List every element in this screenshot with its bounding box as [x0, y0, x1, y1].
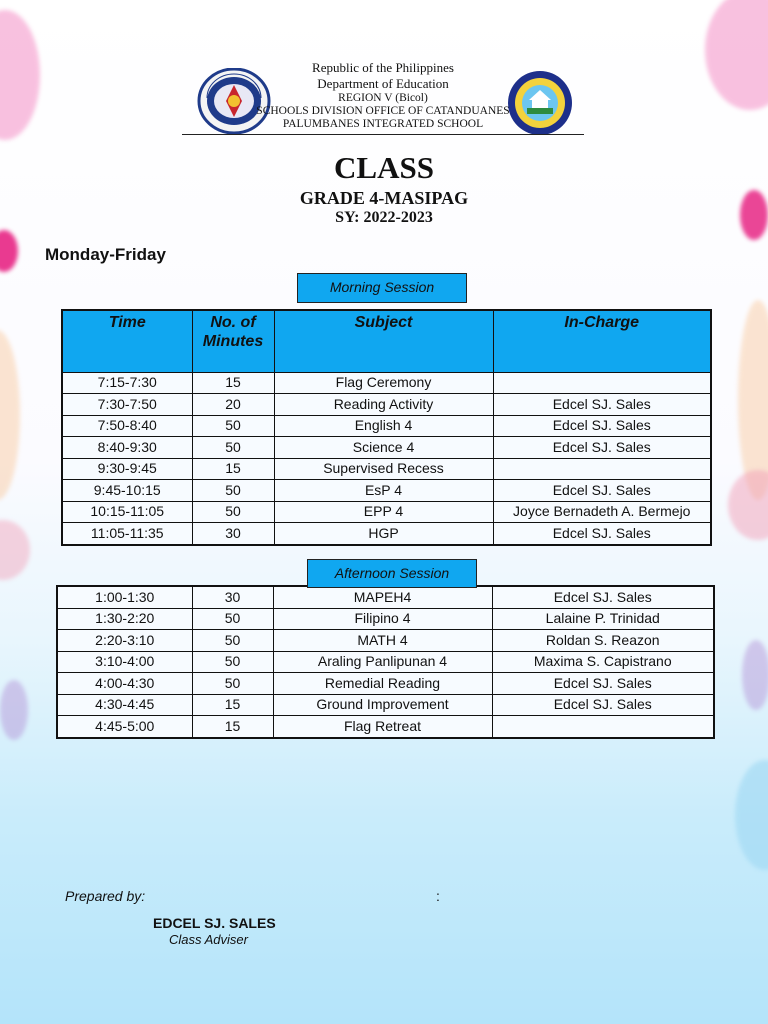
minutes-cell: 20	[192, 394, 274, 416]
table-row	[62, 415, 711, 437]
in-charge-cell: Maxima S. Capistrano	[492, 651, 714, 673]
decor-blue-right	[735, 760, 768, 870]
days-label: Monday-Friday	[45, 245, 166, 264]
in-charge-cell: Edcel SJ. Sales	[492, 586, 714, 608]
table-row	[57, 586, 714, 608]
in-charge-cell	[493, 458, 711, 480]
subject-cell: HGP	[274, 523, 493, 545]
minutes-cell: 50	[192, 651, 273, 673]
time-cell: 1:00-1:30	[57, 586, 192, 608]
time-cell: 2:20-3:10	[57, 630, 192, 652]
time-cell: 4:00-4:30	[57, 673, 192, 695]
minutes-cell: 15	[192, 716, 273, 738]
header-school: PALUMBANES INTEGRATED SCHOOL	[282, 118, 484, 130]
in-charge-cell: Edcel SJ. Sales	[492, 694, 714, 716]
time-cell: 8:40-9:30	[62, 437, 192, 459]
table-row	[62, 437, 711, 459]
page-title: CLASS	[334, 150, 434, 185]
header-republic: Republic of the Philippines	[312, 60, 454, 75]
col-subject: Subject	[274, 310, 493, 372]
in-charge-cell: Lalaine P. Trinidad	[492, 608, 714, 630]
table-row	[57, 694, 714, 716]
col-minutes: No. of Minutes	[192, 310, 274, 372]
time-cell: 10:15-11:05	[62, 501, 192, 523]
in-charge-cell	[492, 716, 714, 738]
time-cell: 4:30-4:45	[57, 694, 192, 716]
subject-cell: Reading Activity	[274, 394, 493, 416]
time-cell: 7:50-8:40	[62, 415, 192, 437]
prepared-by-label: Prepared by:	[65, 888, 146, 904]
decor-purple-left	[0, 680, 28, 740]
morning-session-label: Morning Session	[297, 273, 467, 303]
minutes-cell: 50	[192, 501, 274, 523]
in-charge-cell: Edcel SJ. Sales	[492, 673, 714, 695]
table-row	[57, 673, 714, 695]
decor-pink-right-1	[705, 0, 768, 110]
table-row	[57, 651, 714, 673]
adviser-name: EDCEL SJ. SALES	[153, 915, 276, 931]
subject-cell: MATH 4	[273, 630, 492, 652]
minutes-cell: 50	[192, 630, 273, 652]
subject-cell: Flag Ceremony	[274, 372, 493, 394]
time-cell: 4:45-5:00	[57, 716, 192, 738]
adviser-title: Class Adviser	[169, 932, 248, 947]
afternoon-session-label: Afternoon Session	[307, 559, 477, 588]
table-row	[62, 394, 711, 416]
subject-cell: Supervised Recess	[274, 458, 493, 480]
time-cell: 11:05-11:35	[62, 523, 192, 545]
afternoon-rows	[57, 586, 714, 738]
table-row	[57, 716, 714, 738]
in-charge-cell: Edcel SJ. Sales	[493, 480, 711, 502]
table-row	[57, 608, 714, 630]
table-row	[62, 480, 711, 502]
in-charge-cell	[493, 372, 711, 394]
time-cell: 3:10-4:00	[57, 651, 192, 673]
morning-rows	[62, 372, 711, 545]
table-row	[62, 523, 711, 545]
subject-cell: Science 4	[274, 437, 493, 459]
subject-cell: EsP 4	[274, 480, 493, 502]
subject-cell: Flag Retreat	[273, 716, 492, 738]
table-row	[62, 501, 711, 523]
in-charge-cell: Joyce Bernadeth A. Bermejo	[493, 501, 711, 523]
time-cell: 7:15-7:30	[62, 372, 192, 394]
minutes-cell: 50	[192, 673, 273, 695]
subject-cell: Ground Improvement	[273, 694, 492, 716]
school-year: SY: 2022-2023	[335, 209, 433, 226]
minutes-cell: 15	[192, 372, 274, 394]
in-charge-cell: Roldan S. Reazon	[492, 630, 714, 652]
decor-pink-left-3	[0, 520, 30, 580]
header-rule	[182, 134, 584, 135]
minutes-cell: 50	[192, 608, 273, 630]
subject-cell: Araling Panlipunan 4	[273, 651, 492, 673]
minutes-cell: 50	[192, 480, 274, 502]
prepared-by-colon: :	[436, 888, 440, 904]
subject-cell: Remedial Reading	[273, 673, 492, 695]
time-cell: 1:30-2:20	[57, 608, 192, 630]
in-charge-cell: Edcel SJ. Sales	[493, 394, 711, 416]
grade-section: GRADE 4-MASIPAG	[299, 188, 469, 208]
in-charge-cell: Edcel SJ. Sales	[493, 415, 711, 437]
minutes-cell: 15	[192, 458, 274, 480]
subject-cell: Filipino 4	[273, 608, 492, 630]
decor-pink-left-1	[0, 10, 40, 140]
morning-schedule-table	[61, 309, 712, 546]
table-row	[62, 372, 711, 394]
minutes-cell: 15	[192, 694, 273, 716]
time-cell: 9:30-9:45	[62, 458, 192, 480]
minutes-cell: 50	[192, 437, 274, 459]
col-time: Time	[62, 310, 192, 372]
subject-cell: EPP 4	[274, 501, 493, 523]
in-charge-cell: Edcel SJ. Sales	[493, 437, 711, 459]
table-row	[57, 630, 714, 652]
decor-peach-left	[0, 330, 20, 500]
in-charge-cell: Edcel SJ. Sales	[493, 523, 711, 545]
decor-pink-left-2	[0, 230, 18, 272]
time-cell: 9:45-10:15	[62, 480, 192, 502]
decor-purple-right	[742, 640, 768, 710]
minutes-cell: 50	[192, 415, 274, 437]
minutes-cell: 30	[192, 586, 273, 608]
subject-cell: MAPEH4	[273, 586, 492, 608]
decor-pink-right-3	[728, 470, 768, 540]
header-division: SCHOOLS DIVISION OFFICE OF CATANDUANES	[256, 105, 510, 117]
subject-cell: English 4	[274, 415, 493, 437]
header-region: REGION V (Bicol)	[338, 92, 428, 104]
minutes-cell: 30	[192, 523, 274, 545]
header-department: Department of Education	[317, 76, 449, 91]
afternoon-schedule-table	[56, 585, 715, 739]
time-cell: 7:30-7:50	[62, 394, 192, 416]
table-row	[62, 458, 711, 480]
col-in-charge: In-Charge	[493, 310, 711, 372]
